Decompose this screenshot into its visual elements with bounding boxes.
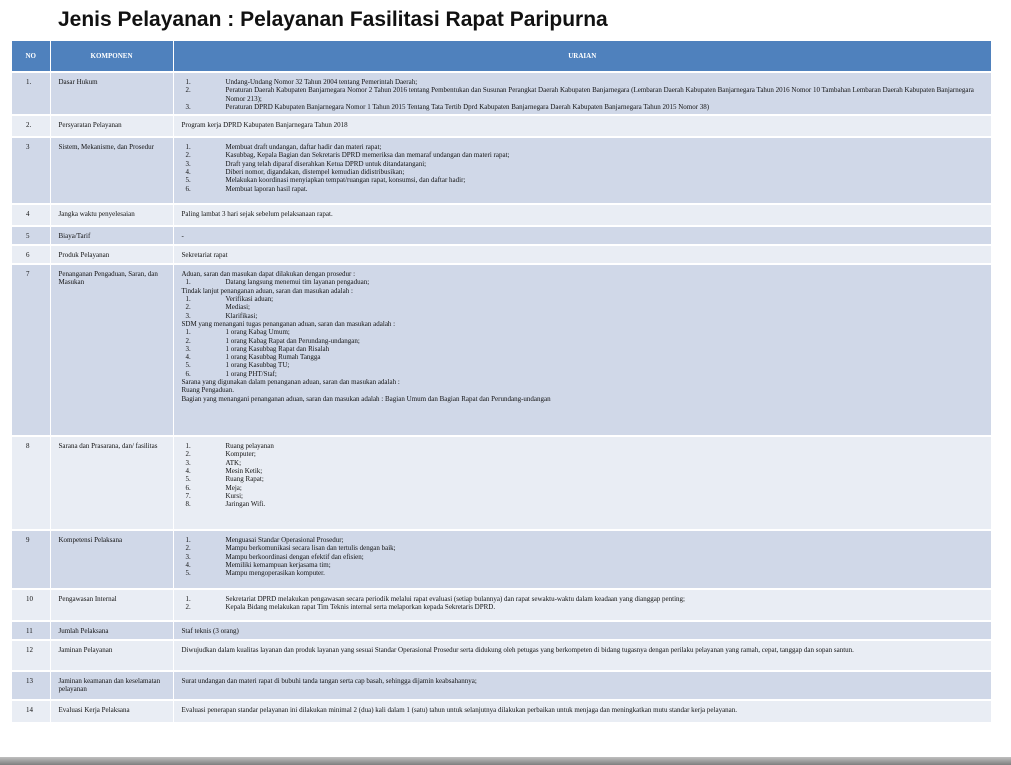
uraian-line-text: Membuat laporan hasil rapat. <box>225 184 308 193</box>
row-uraian <box>173 264 992 436</box>
uraian-line-text: Mampu berkoordinasi dengan efektif dan efisien; <box>225 552 364 561</box>
uraian-line <box>182 160 986 168</box>
uraian-line-text: Mesin Ketik; <box>225 467 263 476</box>
uraian-line-number: 1. <box>185 295 191 304</box>
uraian-line-number: 1. <box>185 278 191 287</box>
uraian-line <box>182 361 986 369</box>
row-uraian <box>173 589 992 621</box>
uraian-line <box>182 103 986 111</box>
table-row <box>12 640 992 671</box>
row-uraian <box>173 115 992 137</box>
uraian-line-text: Aduan, saran dan masukan dapat dilakukan dengan prosedur : <box>181 270 356 279</box>
uraian-line <box>182 278 986 286</box>
uraian-line <box>182 646 986 654</box>
table-row <box>12 72 992 115</box>
uraian-line <box>182 677 986 685</box>
uraian-line-text: Sekretariat DPRD melakukan pengawasan secara periodik melalui rapat evaluasi (setiap bulannya) dan rapat sewaktu-waktu dalam keadaan yang dianggap penting; <box>225 595 685 604</box>
uraian-line-number: 8. <box>185 500 191 509</box>
uraian-line-text: - <box>181 232 184 241</box>
uraian-line <box>182 270 986 278</box>
uraian-line-text: Melakukan koordinasi menyiapkan tempat/ruangan rapat, konsumsi, dan daftar hadir; <box>225 176 466 185</box>
uraian-line-text: Kepala Bidang melakukan rapat Tim Teknis internal serta melaporkan kepada Sekretaris DPRD. <box>225 603 496 612</box>
row-komponen: Sarana dan Prasarana, dan/ fasilitas <box>50 436 173 530</box>
uraian-line-text: Diberi nomor, digandakan, distempel kemudian didistribusikan; <box>225 168 405 177</box>
uraian-line <box>182 706 986 714</box>
row-uraian <box>173 204 992 226</box>
uraian-line-text: ATK; <box>225 458 242 467</box>
row-number: 7 <box>12 264 50 436</box>
uraian-line <box>182 210 986 218</box>
uraian-line-number: 2. <box>185 151 191 160</box>
uraian-line <box>182 86 986 103</box>
uraian-line-text: Peraturan DPRD Kabupaten Banjarnegara Nomor 1 Tahun 2015 Tentang Tata Tertib Dprd Kabupaten Banjarnegara Daerah Kabupaten Banjarnegara Tahun 2015 Nomor 38) <box>225 102 710 111</box>
uraian-line-text: Bagian yang menangani penanganan aduan, saran dan masukan adalah : Bagian Umum dan Bagian Rapat dan Perundang-undangan <box>181 394 551 403</box>
row-number: 6 <box>12 245 50 264</box>
uraian-line-number: 1. <box>185 143 191 152</box>
uraian-line <box>182 312 986 320</box>
uraian-line <box>182 320 986 328</box>
uraian-line-number: 6. <box>185 184 191 193</box>
row-number: 8 <box>12 436 50 530</box>
row-komponen: Kompetensi Pelaksana <box>50 530 173 589</box>
uraian-line <box>182 475 986 483</box>
row-komponen: Penanganan Pengaduan, Saran, dan Masukan <box>50 264 173 436</box>
table-row <box>12 226 992 245</box>
uraian-line <box>182 500 986 508</box>
uraian-line-text: Ruang pelayanan <box>225 442 274 451</box>
uraian-line <box>182 176 986 184</box>
uraian-line <box>182 370 986 378</box>
slide-footer-bar <box>0 757 1011 765</box>
uraian-line-text: Ruang Rapat; <box>225 475 264 484</box>
uraian-line-text: Verifikasi aduan; <box>225 295 274 304</box>
uraian-line-text: Mampu berkomunikasi secara lisan dan tertulis dengan baik; <box>225 544 396 553</box>
row-uraian <box>173 700 992 722</box>
uraian-line-number: 1. <box>185 328 191 337</box>
uraian-line-text: 1 orang Kasubbag Rapat dan Risalah <box>225 344 330 353</box>
uraian-line-text: Ruang Pengaduan. <box>181 386 234 395</box>
uraian-line-text: Komputer; <box>225 450 256 459</box>
uraian-line-text: Mediasi; <box>225 303 250 312</box>
row-uraian <box>173 245 992 264</box>
uraian-line <box>182 492 986 500</box>
uraian-line <box>182 603 986 611</box>
uraian-line-text: Peraturan Daerah Kabupaten Banjarnegara Nomor 2 Tahun 2016 tentang Pembentukan dan Susunan Perangkat Daerah Kabupaten Banjarnegara (Lembaran Daerah Kabupaten Banjarnegara Tahun 2016 Nomor 10 Tambahan Lembaran Daerah Kabupaten Banjarnegara Nomor 213); <box>225 86 974 103</box>
header-komponen: KOMPONEN <box>50 41 173 72</box>
uraian-line-number: 1. <box>185 595 191 604</box>
row-uraian <box>173 436 992 530</box>
row-number: 14 <box>12 700 50 722</box>
row-number: 1. <box>12 72 50 115</box>
row-komponen: Pengawasan Internal <box>50 589 173 621</box>
row-komponen: Jaminan Pelayanan <box>50 640 173 671</box>
uraian-line <box>182 627 986 635</box>
row-komponen: Persyaratan Pelayanan <box>50 115 173 137</box>
uraian-line <box>182 544 986 552</box>
uraian-line-number: 5. <box>185 176 191 185</box>
uraian-line-number: 6. <box>185 369 191 378</box>
row-number: 2. <box>12 115 50 137</box>
row-komponen: Produk Pelayanan <box>50 245 173 264</box>
row-komponen: Jumlah Pelaksana <box>50 621 173 640</box>
row-number: 10 <box>12 589 50 621</box>
uraian-line-text: 1 orang PHT/Staf; <box>225 369 277 378</box>
row-number: 13 <box>12 671 50 700</box>
table-row <box>12 700 992 722</box>
table-row <box>12 245 992 264</box>
row-uraian <box>173 226 992 245</box>
uraian-line <box>182 395 986 403</box>
uraian-line <box>182 121 986 129</box>
uraian-line <box>182 328 986 336</box>
table-row <box>12 115 992 137</box>
uraian-line-number: 2. <box>185 450 191 459</box>
uraian-line <box>182 561 986 569</box>
uraian-line <box>182 386 986 394</box>
uraian-line-number: 4. <box>185 561 191 570</box>
uraian-line-number: 4. <box>185 168 191 177</box>
uraian-line-text: Meja; <box>225 483 242 492</box>
table-row <box>12 671 992 700</box>
uraian-line-number: 2. <box>185 603 191 612</box>
row-komponen: Sistem, Mekanisme, dan Prosedur <box>50 137 173 204</box>
uraian-line-text: 1 orang Kasubbag Rumah Tangga <box>225 353 321 362</box>
service-standard-table <box>12 41 992 722</box>
uraian-line-number: 1. <box>185 536 191 545</box>
table-row <box>12 137 992 204</box>
row-number: 12 <box>12 640 50 671</box>
uraian-line-text: Memiliki kemampuan kerjasama tim; <box>225 561 331 570</box>
uraian-line-number: 5. <box>185 475 191 484</box>
uraian-line-number: 6. <box>185 483 191 492</box>
row-number: 4 <box>12 204 50 226</box>
uraian-line-number: 4. <box>185 353 191 362</box>
table-row <box>12 204 992 226</box>
uraian-line <box>182 459 986 467</box>
uraian-line <box>182 450 986 458</box>
page-title: Jenis Pelayanan : Pelayanan Fasilitasi Rapat Paripurna <box>58 8 608 31</box>
uraian-line-text: Kasubbag, Kepala Bagian dan Sekretaris DPRD memeriksa dan memaraf undangan dan materi rapat; <box>225 151 510 160</box>
uraian-line-text: Membuat draft undangan, daftar hadir dan materi rapat; <box>225 143 382 152</box>
uraian-line <box>182 232 986 240</box>
uraian-line-number: 3. <box>185 458 191 467</box>
row-uraian <box>173 640 992 671</box>
uraian-line-number: 3. <box>185 311 191 320</box>
uraian-line-number: 1. <box>185 442 191 451</box>
uraian-line-text: Datang langsung menemui tim layanan pengaduan; <box>225 278 370 287</box>
row-komponen: Biaya/Tarif <box>50 226 173 245</box>
uraian-line-text: Diwujudkan dalam kualitas layanan dan produk layanan yang sesuai Standar Operasional Prosedur serta didukung oleh petugas yang berkompeten di bidang tugasnya dengan perilaku pelayanan yang ramah, cepat, tanggap dan sopan santun. <box>181 646 854 655</box>
uraian-line <box>182 484 986 492</box>
uraian-line-text: Menguasai Standar Operasional Prosedur; <box>225 536 344 545</box>
uraian-line <box>182 345 986 353</box>
uraian-line-number: 3. <box>185 552 191 561</box>
header-no: NO <box>12 41 50 72</box>
uraian-line <box>182 185 986 193</box>
row-komponen: Evaluasi Kerja Pelaksana <box>50 700 173 722</box>
uraian-line <box>182 151 986 159</box>
uraian-line <box>182 251 986 259</box>
row-uraian <box>173 72 992 115</box>
header-uraian: URAIAN <box>173 41 992 72</box>
uraian-line-number: 7. <box>185 491 191 500</box>
uraian-line <box>182 569 986 577</box>
row-uraian <box>173 671 992 700</box>
uraian-line <box>182 78 986 86</box>
uraian-line <box>182 303 986 311</box>
row-komponen: Jangka waktu penyelesaian <box>50 204 173 226</box>
uraian-line <box>182 287 986 295</box>
uraian-line-text: 1 orang Kabag Rapat dan Perundang-undangan; <box>225 336 360 345</box>
uraian-line <box>182 168 986 176</box>
table-row <box>12 621 992 640</box>
row-number: 9 <box>12 530 50 589</box>
uraian-line-number: 3. <box>185 159 191 168</box>
uraian-line-number: 2. <box>185 544 191 553</box>
uraian-line-text: SDM yang menangani tugas penanganan aduan, saran dan masukan adalah : <box>181 319 396 328</box>
uraian-line <box>182 378 986 386</box>
table-row <box>12 264 992 436</box>
uraian-line-text: 1 orang Kabag Umum; <box>225 328 290 337</box>
uraian-line-number: 2. <box>185 336 191 345</box>
row-number: 11 <box>12 621 50 640</box>
uraian-line-number: 1. <box>185 78 191 86</box>
uraian-line-text: Mampu mengoperasikan komputer. <box>225 569 325 578</box>
row-number: 3 <box>12 137 50 204</box>
row-uraian <box>173 621 992 640</box>
uraian-line-number: 3. <box>185 102 191 111</box>
uraian-line-text: Sekretariat rapat <box>181 251 228 260</box>
uraian-line-text: Undang-Undang Nomor 32 Tahun 2004 tentang Pemerintah Daerah; <box>225 78 418 86</box>
uraian-line <box>182 143 986 151</box>
uraian-line-text: Tindak lanjut penanganan aduan, saran dan masukan adalah : <box>181 286 353 295</box>
uraian-line <box>182 442 986 450</box>
row-komponen: Jaminan keamanan dan keselamatan pelayanan <box>50 671 173 700</box>
uraian-line-text: 1 orang Kasubbag TU; <box>225 361 290 370</box>
uraian-line-text: Paling lambat 3 hari sejak sebelum pelaksanaan rapat. <box>181 210 333 219</box>
uraian-line-number: 5. <box>185 569 191 578</box>
uraian-line-number: 2. <box>185 86 191 95</box>
uraian-line <box>182 295 986 303</box>
uraian-line-text: Sarana yang digunakan dalam penanganan aduan, saran dan masukan adalah : <box>181 378 400 387</box>
uraian-line-text: Program kerja DPRD Kabupaten Banjarnegara Tahun 2018 <box>181 121 348 130</box>
uraian-line-text: Evaluasi penerapan standar pelayanan ini dilakukan minimal 2 (dua) kali dalam 1 (satu) tahun untuk selanjutnya dilakukan perbaikan untuk menjaga dan meningkatkan mutu standar kerja pelayanan. <box>181 706 738 715</box>
uraian-line-number: 4. <box>185 467 191 476</box>
uraian-line <box>182 353 986 361</box>
uraian-line-text: Draft yang telah diparaf diserahkan Ketua DPRD untuk ditandatangani; <box>225 159 427 168</box>
uraian-line-text: Klarifikasi; <box>225 311 258 320</box>
uraian-line-number: 5. <box>185 361 191 370</box>
row-number: 5 <box>12 226 50 245</box>
uraian-line <box>182 337 986 345</box>
table-row <box>12 436 992 530</box>
row-uraian <box>173 530 992 589</box>
uraian-line-number: 2. <box>185 303 191 312</box>
table-row <box>12 589 992 621</box>
table-header-row <box>12 41 992 72</box>
uraian-line-text: Surat undangan dan materi rapat di bubuhi tanda tangan serta cap basah, sehingga dijamin keabsahannya; <box>181 677 477 686</box>
table-row <box>12 530 992 589</box>
row-komponen: Dasar Hukum <box>50 72 173 115</box>
uraian-line <box>182 536 986 544</box>
uraian-line-text: Staf teknis (3 orang) <box>181 627 239 636</box>
uraian-line <box>182 553 986 561</box>
row-uraian <box>173 137 992 204</box>
uraian-line-text: Kursi; <box>225 491 243 500</box>
uraian-line <box>182 595 986 603</box>
uraian-line-text: Jaringan Wifi. <box>225 500 266 509</box>
uraian-line <box>182 467 986 475</box>
uraian-line-number: 3. <box>185 344 191 353</box>
